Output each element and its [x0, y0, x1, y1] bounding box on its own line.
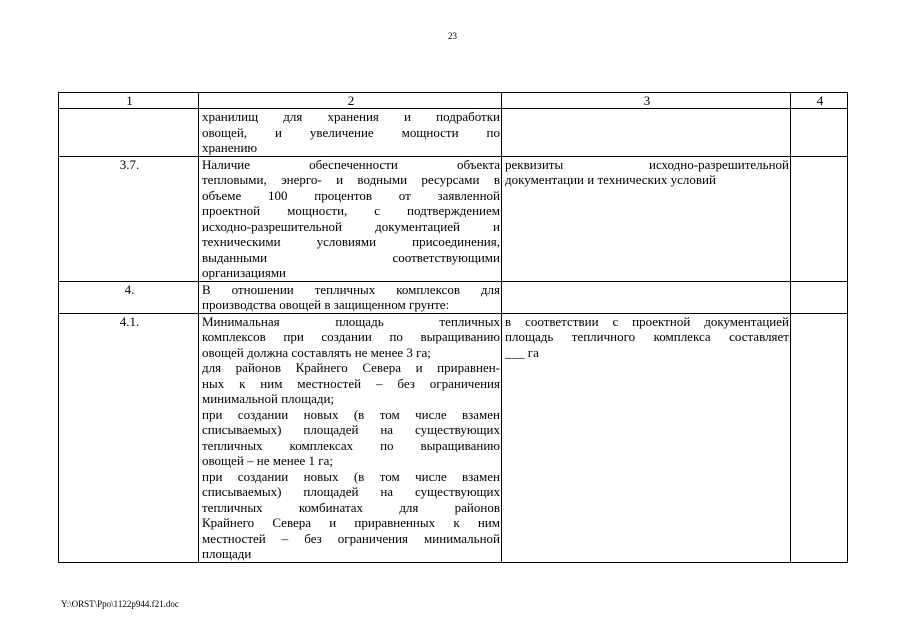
cell-text-line: овощей, и увеличение мощности по [202, 124, 500, 140]
cell-text-line: Наличие обеспеченности объекта [202, 156, 500, 172]
cell-text-line: минимальной площади; [202, 391, 335, 406]
cell-text-line: выданными соответствующими [202, 249, 500, 265]
table-header-row [59, 93, 848, 109]
cell-text-line: тепловыми, энерго- и водными ресурсами в [202, 172, 500, 187]
cell-text-line: проектной мощности, с подтверждением [202, 203, 500, 218]
cell-text-line: при создании новых (в том числе взамен [202, 406, 500, 422]
row-number-cell: 4. [59, 281, 199, 313]
document-cell [502, 109, 791, 157]
cell-text-line: хранению [202, 140, 258, 155]
cell-text-line: площади [202, 546, 252, 561]
cell-text-line: овощей – не менее 1 га; [202, 453, 333, 468]
row-number-cell [59, 109, 199, 157]
cell-text-line: местностей – без ограничения минимальной [202, 530, 500, 546]
cell-text-line: техническими условиями присоединения, [202, 234, 500, 249]
cell-text-line: В отношении тепличных комплексов для [202, 281, 500, 297]
cell-text-line: Крайнего Севера и приравненных к ним [202, 515, 500, 530]
header-cell-2: 2 [199, 93, 502, 109]
cell-text-line: комплексов при создании по выращиванию [202, 329, 500, 344]
cell-text-line: для районов Крайнего Севера и приравнен- [202, 360, 500, 375]
row-number-cell: 3.7. [59, 156, 199, 281]
document-cell [502, 281, 791, 313]
notes-cell [791, 281, 848, 313]
header-cell-3: 3 [502, 93, 791, 109]
cell-text-line: ных к ним местностей – без ограничения [202, 375, 500, 391]
cell-text-line: списываемых) площадей на существующих [202, 484, 500, 499]
table-row [59, 281, 848, 313]
table-row [59, 313, 848, 562]
header-cell-1: 1 [59, 93, 199, 109]
document-cell [502, 156, 791, 281]
row-number-cell: 4.1. [59, 313, 199, 562]
page-number: 23 [448, 31, 457, 41]
cell-text-line: реквизиты исходно-разрешительной [505, 156, 789, 172]
notes-cell [791, 109, 848, 157]
cell-text-line: хранилищ для хранения и подработки [202, 109, 500, 124]
table-body [59, 109, 848, 563]
cell-text-line: ___ га [505, 344, 539, 360]
cell-text-line: при создании новых (в том числе взамен [202, 468, 500, 484]
cell-text-line: списываемых) площадей на существующих [202, 422, 500, 437]
criterion-cell [199, 109, 502, 157]
cell-text-line: организациями [202, 265, 286, 280]
cell-text-line: объеме 100 процентов от заявленной [202, 187, 500, 203]
cell-text-line: овощей должна составлять не менее 3 га; [202, 344, 431, 360]
cell-text-line: в соответствии с проектной документацией [505, 313, 789, 329]
requirements-table [58, 92, 848, 563]
criterion-cell [199, 281, 502, 313]
table-row [59, 109, 848, 157]
cell-text-line: документации и технических условий [505, 172, 716, 187]
file-path-footer: Y:\ORST\Ppo\1122p944.f21.doc [61, 599, 179, 609]
notes-cell [791, 156, 848, 281]
cell-text-line: Минимальная площадь тепличных [202, 313, 500, 329]
notes-cell [791, 313, 848, 562]
header-cell-4: 4 [791, 93, 848, 109]
table-row [59, 156, 848, 281]
cell-text-line: тепличных комплексах по выращиванию [202, 437, 500, 453]
criterion-cell [199, 313, 502, 562]
cell-text-line: производства овощей в защищенном грунте: [202, 297, 450, 312]
cell-text-line: тепличных комбинатах для районов [202, 499, 500, 515]
cell-text-line: площадь тепличного комплекса составляет [505, 329, 789, 344]
cell-text-line: исходно-разрешительной документацией и [202, 218, 500, 234]
criterion-cell [199, 156, 502, 281]
document-cell [502, 313, 791, 562]
